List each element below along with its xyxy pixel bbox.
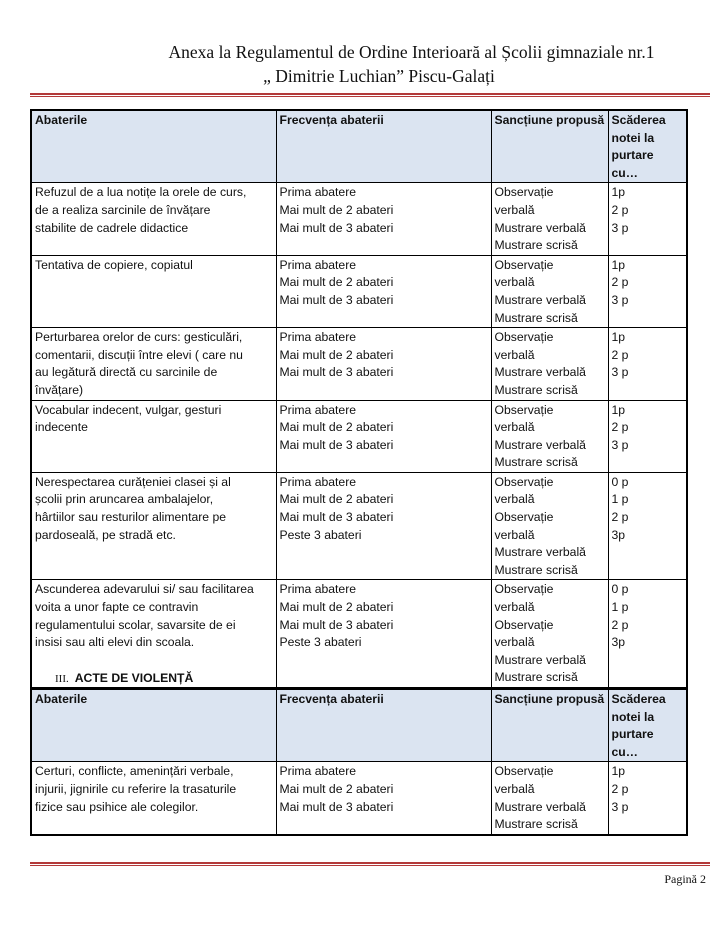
table-row bbox=[31, 472, 687, 580]
sanctiune-line: Mustrare verbală bbox=[494, 799, 586, 814]
sanctiune-line: Observație bbox=[494, 185, 554, 200]
frecventa-line: Mai mult de 3 abateri bbox=[279, 510, 394, 525]
abatere-line: Ascunderea adevarului si/ sau facilitarea bbox=[35, 582, 254, 597]
frecventa-line: Prima abatere bbox=[279, 764, 357, 779]
col-header-scadere: Scăderea notei la purtare cu… bbox=[608, 110, 687, 183]
frecventa-line: Mai mult de 3 abateri bbox=[279, 292, 394, 307]
abatere-line: învățare) bbox=[35, 382, 84, 397]
col-header-frecventa: Frecvența abaterii bbox=[276, 689, 491, 762]
abatere-line: de a realiza sarcinile de învățare bbox=[35, 202, 211, 217]
col-header-sanctiune: Sancțiune propusă bbox=[491, 110, 608, 183]
abatere-line: școlii prin aruncarea ambalajelor, bbox=[35, 492, 214, 507]
header-title-line1: Anexa la Regulamentul de Ordine Interioară al Școlii gimnaziale nr.1 bbox=[168, 42, 655, 62]
scadere-line: 0 p bbox=[611, 582, 629, 597]
sanctiune-line: Mustrare scrisă bbox=[494, 238, 578, 253]
frecventa-line: Mai mult de 3 abateri bbox=[279, 617, 394, 632]
cell-abatere bbox=[31, 472, 276, 580]
frecventa-line: Mai mult de 2 abateri bbox=[279, 202, 394, 217]
section-title: ACTE DE VIOLENȚĂ bbox=[74, 671, 194, 685]
abatere-line: pardoseală, pe stradă etc. bbox=[35, 527, 176, 542]
cell-scadere bbox=[608, 472, 687, 580]
header-title-line2: „ Dimitrie Luchian” Piscu-Galați bbox=[263, 66, 495, 86]
abatere-line: insisi sau alti elevi din scoala. bbox=[35, 635, 195, 650]
col-header-frecventa: Frecvența abaterii bbox=[276, 110, 491, 183]
sanctiune-line: Mustrare verbală bbox=[494, 220, 586, 235]
scadere-line: 2 p bbox=[611, 202, 629, 217]
cell-frecventa bbox=[276, 580, 491, 688]
frecventa-line: Prima abatere bbox=[279, 257, 357, 272]
abatere-line: Nerespectarea curățeniei clasei și al bbox=[35, 474, 231, 489]
cell-sanctiune bbox=[491, 183, 608, 255]
cell-frecventa bbox=[276, 400, 491, 472]
scadere-line: 1 p bbox=[611, 600, 629, 615]
abatere-line: indecente bbox=[35, 420, 88, 435]
cell-abatere bbox=[31, 762, 276, 835]
scadere-line: 0 p bbox=[611, 474, 629, 489]
frecventa-line: Mai mult de 2 abateri bbox=[279, 492, 394, 507]
scadere-line: 1p bbox=[611, 185, 626, 200]
scadere-line: 2 p bbox=[611, 420, 629, 435]
cell-abatere bbox=[31, 183, 276, 255]
sanctiune-line: Observație bbox=[494, 617, 554, 632]
sanctiune-line: Mustrare scrisă bbox=[494, 817, 578, 832]
cell-frecventa bbox=[276, 762, 491, 835]
footer-rule-thin bbox=[30, 865, 710, 866]
frecventa-line: Mai mult de 3 abateri bbox=[279, 799, 394, 814]
sanctiune-line: Mustrare scrisă bbox=[494, 310, 578, 325]
sanctiune-line: verbală bbox=[494, 527, 535, 542]
frecventa-line: Mai mult de 2 abateri bbox=[279, 347, 394, 362]
cell-frecventa bbox=[276, 183, 491, 255]
scadere-line: 3p bbox=[611, 635, 626, 650]
col-header-sanctiune: Sancțiune propusă bbox=[491, 689, 608, 762]
frecventa-line: Mai mult de 2 abateri bbox=[279, 275, 394, 290]
sanctiune-line: Mustrare scrisă bbox=[494, 670, 578, 685]
table-row bbox=[31, 400, 687, 472]
cell-scadere bbox=[608, 183, 687, 255]
cell-sanctiune bbox=[491, 255, 608, 327]
sanctiune-line: Observație bbox=[494, 257, 554, 272]
sanctiune-line: Observație bbox=[494, 764, 554, 779]
col-header-scadere: Scăderea notei la purtare cu… bbox=[608, 689, 687, 762]
cell-abatere bbox=[31, 255, 276, 327]
scadere-line: 1p bbox=[611, 764, 626, 779]
cell-scadere bbox=[608, 400, 687, 472]
cell-sanctiune bbox=[491, 762, 608, 835]
table-header-row bbox=[31, 689, 687, 762]
header-rule-thin bbox=[30, 96, 710, 97]
abateri-table bbox=[30, 109, 688, 689]
scadere-line: 3p bbox=[611, 527, 626, 542]
scadere-line: 3 p bbox=[611, 437, 629, 452]
frecventa-line: Mai mult de 3 abateri bbox=[279, 365, 394, 380]
frecventa-line: Prima abatere bbox=[279, 330, 357, 345]
cell-sanctiune bbox=[491, 580, 608, 688]
table-row bbox=[31, 328, 687, 400]
abatere-line: Perturbarea orelor de curs: gesticulări, bbox=[35, 330, 243, 345]
frecventa-line: Peste 3 abateri bbox=[279, 635, 362, 650]
section-heading-violenta bbox=[55, 671, 193, 685]
frecventa-line: Mai mult de 3 abateri bbox=[279, 437, 394, 452]
sanctiune-line: Observație bbox=[494, 330, 554, 345]
sanctiune-line: Observație bbox=[494, 582, 554, 597]
col-header-abaterile: Abaterile bbox=[31, 110, 276, 183]
sanctiune-line: Mustrare scrisă bbox=[494, 455, 578, 470]
sanctiune-line: verbală bbox=[494, 275, 535, 290]
scadere-line: 3 p bbox=[611, 365, 629, 380]
frecventa-line: Mai mult de 2 abateri bbox=[279, 781, 394, 796]
scadere-line: 1p bbox=[611, 330, 626, 345]
sanctiune-line: verbală bbox=[494, 635, 535, 650]
table-row bbox=[31, 255, 687, 327]
frecventa-line: Peste 3 abateri bbox=[279, 527, 362, 542]
col-header-abaterile: Abaterile bbox=[31, 689, 276, 762]
cell-scadere bbox=[608, 580, 687, 688]
cell-sanctiune bbox=[491, 400, 608, 472]
table-header-row bbox=[31, 110, 687, 183]
violenta-table bbox=[30, 688, 688, 836]
abatere-line: hârtiilor sau resturilor alimentare pe bbox=[35, 510, 227, 525]
abatere-line: fizice sau psihice ale colegilor. bbox=[35, 799, 199, 814]
scadere-line: 2 p bbox=[611, 347, 629, 362]
abatere-line: Refuzul de a lua notițe la orele de curs, bbox=[35, 185, 247, 200]
section-number: III. bbox=[55, 673, 69, 685]
scadere-line: 3 p bbox=[611, 292, 629, 307]
sanctiune-line: verbală bbox=[494, 202, 535, 217]
abatere-line: voita a unor fapte ce contravin bbox=[35, 600, 199, 615]
cell-abatere bbox=[31, 328, 276, 400]
cell-sanctiune bbox=[491, 328, 608, 400]
page-number: Pagină 2 bbox=[664, 872, 706, 886]
header-rule bbox=[30, 93, 710, 95]
sanctiune-line: Observație bbox=[494, 510, 554, 525]
sanctiune-line: Mustrare verbală bbox=[494, 437, 586, 452]
scadere-line: 2 p bbox=[611, 617, 629, 632]
sanctiune-line: Mustrare verbală bbox=[494, 545, 586, 560]
cell-frecventa bbox=[276, 255, 491, 327]
cell-scadere bbox=[608, 328, 687, 400]
scadere-line: 3 p bbox=[611, 799, 629, 814]
abatere-line: regulamentului scolar, savarsite de ei bbox=[35, 617, 236, 632]
abatere-line: injurii, jignirile cu referire la trasaturile bbox=[35, 781, 237, 796]
abatere-line: Vocabular indecent, vulgar, gesturi bbox=[35, 402, 222, 417]
cell-frecventa bbox=[276, 472, 491, 580]
scadere-line: 3 p bbox=[611, 220, 629, 235]
cell-scadere bbox=[608, 255, 687, 327]
scadere-line: 1p bbox=[611, 257, 626, 272]
abatere-line: Tentativa de copiere, copiatul bbox=[35, 257, 193, 272]
sanctiune-line: verbală bbox=[494, 781, 535, 796]
frecventa-line: Prima abatere bbox=[279, 402, 357, 417]
scadere-line: 1p bbox=[611, 402, 626, 417]
sanctiune-line: Observație bbox=[494, 402, 554, 417]
cell-scadere bbox=[608, 762, 687, 835]
sanctiune-line: verbală bbox=[494, 600, 535, 615]
scadere-line: 1 p bbox=[611, 492, 629, 507]
abatere-line: Certuri, conflicte, amenințări verbale, bbox=[35, 764, 234, 779]
cell-sanctiune bbox=[491, 472, 608, 580]
sanctiune-line: Mustrare verbală bbox=[494, 292, 586, 307]
abatere-line: au legătură directă cu sarcinile de bbox=[35, 365, 218, 380]
cell-abatere bbox=[31, 400, 276, 472]
sanctiune-line: Observație bbox=[494, 474, 554, 489]
frecventa-line: Mai mult de 2 abateri bbox=[279, 420, 394, 435]
frecventa-line: Prima abatere bbox=[279, 582, 357, 597]
sanctiune-line: verbală bbox=[494, 347, 535, 362]
sanctiune-line: verbală bbox=[494, 420, 535, 435]
table-row bbox=[31, 183, 687, 255]
scadere-line: 2 p bbox=[611, 275, 629, 290]
sanctiune-line: Mustrare verbală bbox=[494, 652, 586, 667]
abatere-line: comentarii, discuții între elevi ( care nu bbox=[35, 347, 243, 362]
sanctiune-line: verbală bbox=[494, 492, 535, 507]
scadere-line: 2 p bbox=[611, 510, 629, 525]
abatere-line: stabilite de cadrele didactice bbox=[35, 220, 189, 235]
frecventa-line: Mai mult de 2 abateri bbox=[279, 600, 394, 615]
sanctiune-line: Mustrare scrisă bbox=[494, 562, 578, 577]
footer-rule bbox=[30, 862, 710, 864]
frecventa-line: Prima abatere bbox=[279, 474, 357, 489]
sanctiune-line: Mustrare scrisă bbox=[494, 382, 578, 397]
scadere-line: 2 p bbox=[611, 781, 629, 796]
frecventa-line: Prima abatere bbox=[279, 185, 357, 200]
document-header bbox=[0, 40, 728, 88]
cell-frecventa bbox=[276, 328, 491, 400]
sanctiune-line: Mustrare verbală bbox=[494, 365, 586, 380]
table-row bbox=[31, 762, 687, 835]
frecventa-line: Mai mult de 3 abateri bbox=[279, 220, 394, 235]
